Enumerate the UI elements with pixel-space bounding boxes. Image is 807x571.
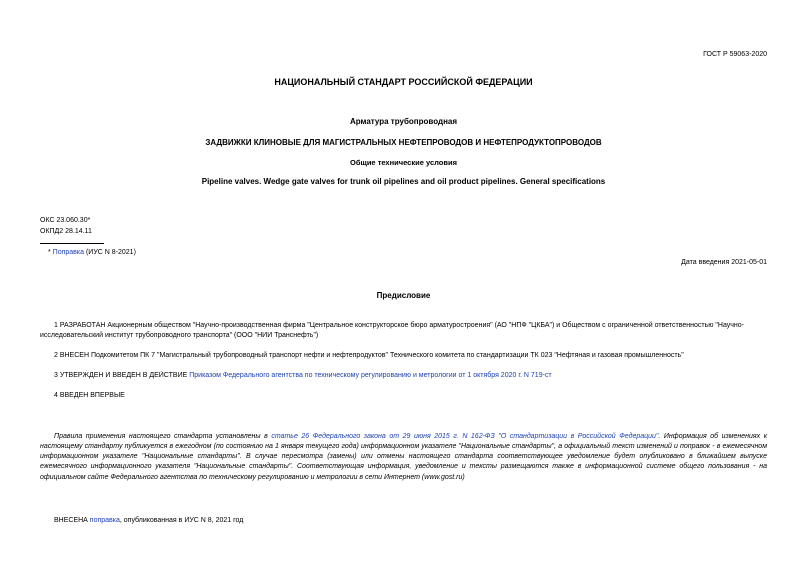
standard-title: НАЦИОНАЛЬНЫЙ СТАНДАРТ РОССИЙСКОЙ ФЕДЕРАЦИИ (274, 77, 533, 87)
subtitle-product: ЗАДВИЖКИ КЛИНОВЫЕ ДЛЯ МАГИСТРАЛЬНЫХ НЕФТЕПРОВОДОВ И НЕФТЕПРОДУКТОПРОВОДОВ (205, 138, 602, 147)
subtitle-category: Арматура трубопроводная (349, 117, 458, 126)
rules-text-1: Правила применения настоящего стандарта установлены в (54, 433, 272, 440)
preface-heading: Предисловие (376, 291, 431, 300)
note-star: * (48, 249, 53, 256)
document-id: ГОСТ Р 59063-2020 (703, 51, 767, 58)
footer-amendment (54, 516, 243, 525)
correction-link[interactable]: поправка (89, 517, 120, 524)
footer-text-1: ВНЕСЕНА (54, 517, 90, 524)
paragraph-1-continued: исследовательский институт трубопроводного транспорта" (ООО "НИИ Транснефть") (40, 332, 319, 339)
amendment-link[interactable]: Поправка (52, 249, 85, 256)
federal-law-link[interactable]: статье 26 Федерального закона от 29 июня 2015 г. N 162-ФЗ "О стандартизации в Российской Федерации" (271, 433, 659, 440)
paragraph-4: 4 ВВЕДЕН ВПЕРВЫЕ (54, 392, 125, 399)
divider (40, 243, 104, 244)
paragraph-3 (40, 371, 767, 380)
oks-code: ОКС 23.060.30* (40, 217, 91, 224)
subtitle-specs: Общие технические условия (350, 158, 457, 167)
order-link[interactable]: Приказом Федерального агентства по техническому регулированию и метрологии от 1 октября 2020 г. N 719-ст (189, 372, 552, 379)
paragraph-3-text: 3 УТВЕРЖДЕН И ВВЕДЕН В ДЕЙСТВИЕ (54, 372, 190, 379)
subtitle-english: Pipeline valves. Wedge gate valves for trunk oil pipelines and oil product pipelines. General specifications (201, 177, 606, 186)
rules-text-2: . Информация об изменениях к настоящему стандарту публикуется в ежегодном (по состоянию на 1 января текущего года) информационном указателе "Национальные стандарты", а официальный текст изменений и поправок - в ежемесячном информационном указателе "Национальные стандарты". В случае пересмотра (замены) или отмены настоящего стандарта соответствующее уведомление будет опубликовано в ближайшем выпуске ежемесячного информационного указателя "Национальные стандарты". Соответствующая информация, уведомление и тексты размещаются также в информационной системе общего пользования - на официальном сайте Федерального агентства по техническому регулированию и метрологии в сети Интернет (www.gost.ru) (40, 433, 768, 481)
footer-text-2: , опубликованная в ИУС N 8, 2021 год (119, 517, 244, 524)
application-rules (40, 432, 767, 483)
introduction-date: Дата введения 2021-05-01 (681, 259, 767, 266)
okpd-code: ОКПД2 28.14.11 (40, 228, 92, 235)
paragraph-1: 1 РАЗРАБОТАН Акционерным обществом "Научно-производственная фирма "Центральное конструкторское бюро арматуростроения" (АО "НПФ "ЦКБА") и Обществом с ограниченной ответственностью "Научно- (54, 322, 744, 329)
paragraph-2: 2 ВНЕСЕН Подкомитетом ПК 7 "Магистральный трубопроводный транспорт нефти и нефтепродуктов" Технического комитета по стандартизации ТК 023 "Нефтяная и газовая промышленность" (54, 352, 684, 359)
amendment-note (48, 248, 136, 257)
note-rest: (ИУС N 8-2021) (84, 249, 136, 256)
